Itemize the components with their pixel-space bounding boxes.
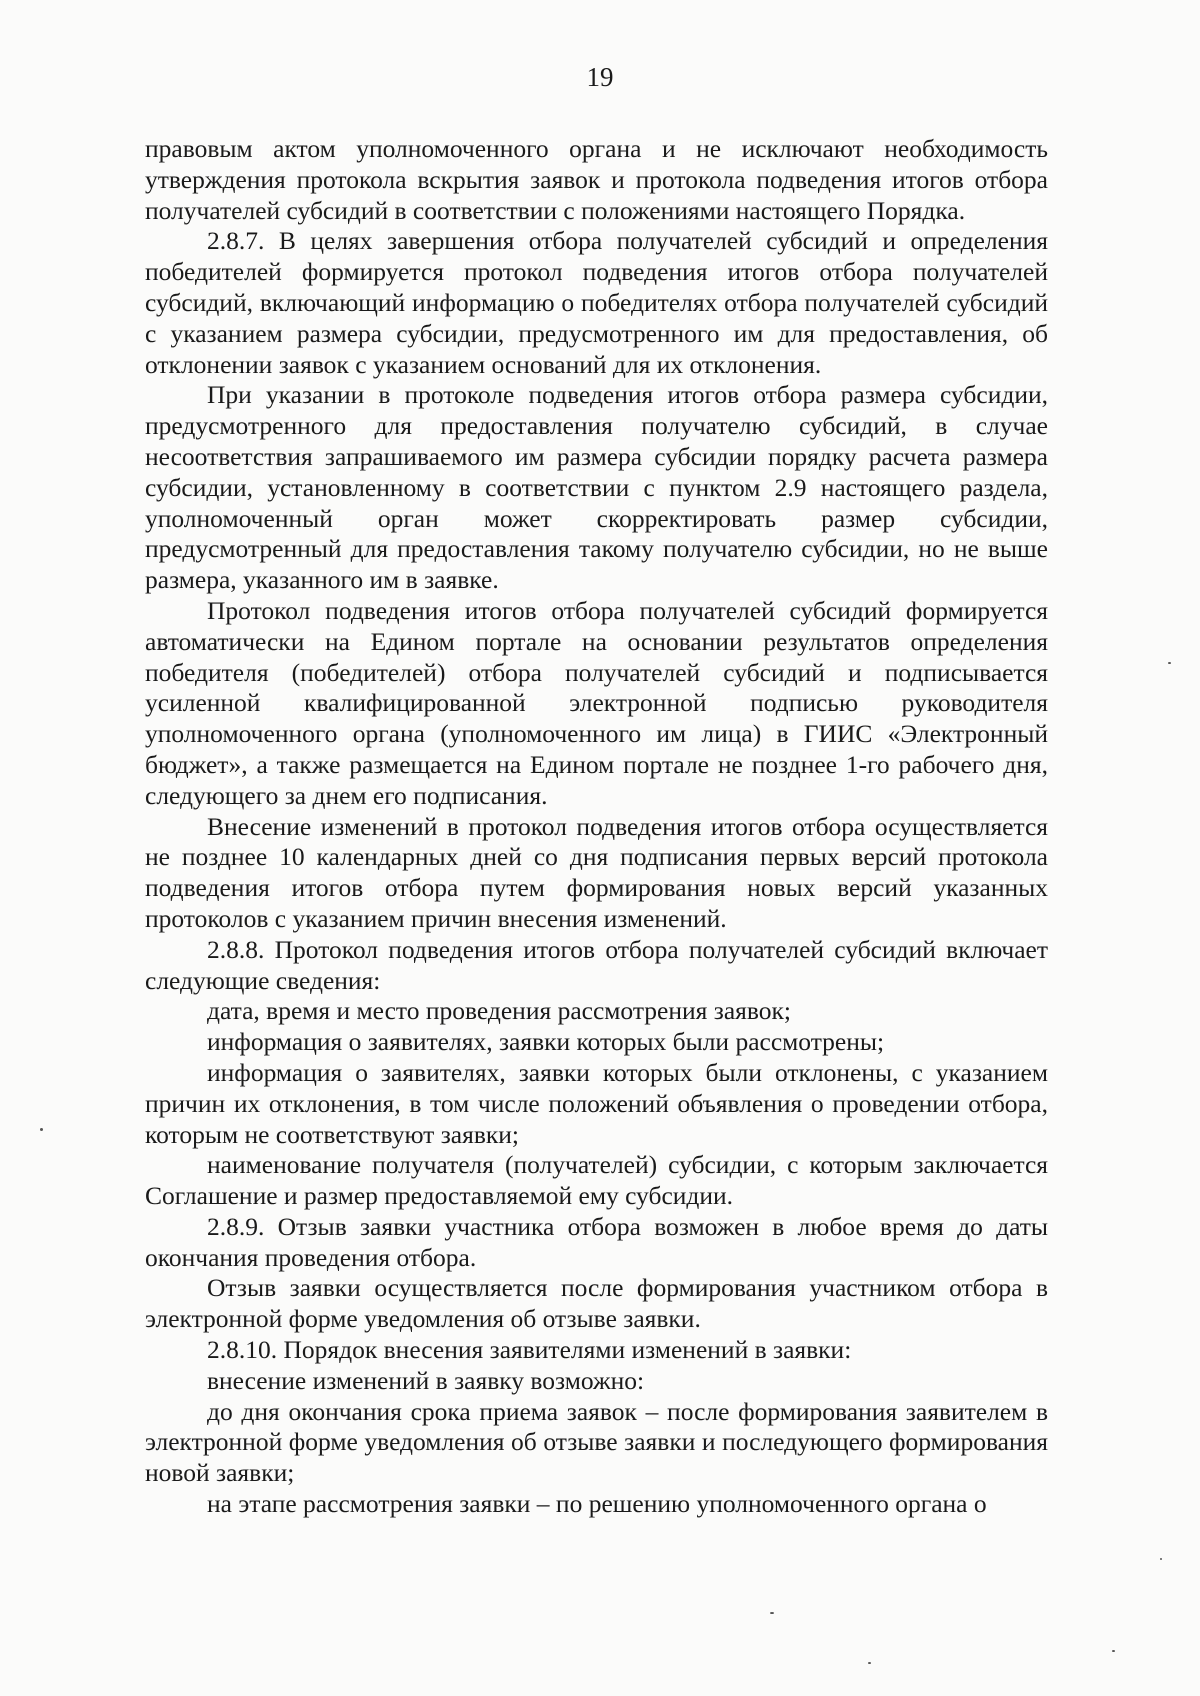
paragraph: При указании в протоколе подведения итогов отбора размера субсидии, предусмотренного для предоставления получателю субсидий, в случае несоответствия запрашиваемого им размера субсидии порядку расчета размера субсидии, установленному в соответствии с пунктом 2.9 настоящего раздела, уполномоченный орган может скорректировать размер субсидии, предусмотренный для предоставления такому получателю субсидии, но не выше размера, указанного им в заявке. <box>145 380 1048 595</box>
paragraph: дата, время и место проведения рассмотрения заявок; <box>207 996 791 1026</box>
scan-speck <box>1160 1558 1162 1560</box>
paragraph: Внесение изменений в протокол подведения итогов отбора осуществляется не позднее 10 календарных дней со дня подписания первых версий протокола подведения итогов отбора путем формирования новых версий указанных протоколов с указанием причин внесения изменений. <box>145 811 1048 933</box>
scan-speck <box>1112 1650 1115 1652</box>
paragraph: наименование получателя (получателей) субсидии, с которым заключается Соглашение и размер предоставляемой ему субсидии. <box>145 1150 1048 1211</box>
scan-speck <box>770 1612 774 1614</box>
paragraph: 2.8.10. Порядок внесения заявителями изменений в заявки: <box>207 1335 852 1365</box>
paragraph: 2.8.7. В целях завершения отбора получателей субсидий и определения победителей формируется протокол подведения итогов отбора получателей субсидий, включающий информацию о победителях отбора получателей субсидий с указанием размера субсидии, предусмотренного им для предоставления, об отклонении заявок с указанием оснований для их отклонения. <box>145 226 1048 379</box>
paragraph: до дня окончания срока приема заявок – после формирования заявителем в электронной форме уведомления об отзыве заявки и последующего формирования новой заявки; <box>145 1396 1048 1488</box>
paragraph: Протокол подведения итогов отбора получателей субсидий формируется автоматически на Едином портале на основании результатов определения победителя (победителей) отбора получателей субсидий и подписывается усиленной квалифицированной электронной подписью руководителя уполномоченного органа (уполномоченного им лица) в ГИИС «Электронный бюджет», а также размещается на Едином портале не позднее 1-го рабочего дня, следующего за днем его подписания. <box>145 595 1048 810</box>
paragraph: на этапе рассмотрения заявки – по решению уполномоченного органа о <box>207 1489 987 1519</box>
paragraph: Отзыв заявки осуществляется после формирования участником отбора в электронной форме уведомления об отзыве заявки. <box>145 1273 1048 1334</box>
scan-speck <box>868 1662 871 1664</box>
scan-speck <box>1168 662 1171 664</box>
paragraph: информация о заявителях, заявки которых были рассмотрены; <box>207 1027 885 1057</box>
paragraph: внесение изменений в заявку возможно: <box>207 1365 645 1395</box>
paragraph: правовым актом уполномоченного органа и не исключают необходимость утверждения протокола вскрытия заявок и протокола подведения итогов отбора получателей субсидий в соответствии с положениями настоящего Порядка. <box>145 134 1048 225</box>
paragraph: информация о заявителях, заявки которых были отклонены, с указанием причин их отклонения, в том числе положений объявления о проведении отбора, которым не соответствуют заявки; <box>145 1057 1048 1149</box>
scan-speck <box>40 1128 43 1131</box>
paragraph: 2.8.8. Протокол подведения итогов отбора получателей субсидий включает следующие сведения: <box>145 934 1048 995</box>
paragraph: 2.8.9. Отзыв заявки участника отбора возможен в любое время до даты окончания проведения отбора. <box>145 1211 1048 1272</box>
document-body <box>145 134 1048 1520</box>
page-number: 19 <box>586 62 614 92</box>
